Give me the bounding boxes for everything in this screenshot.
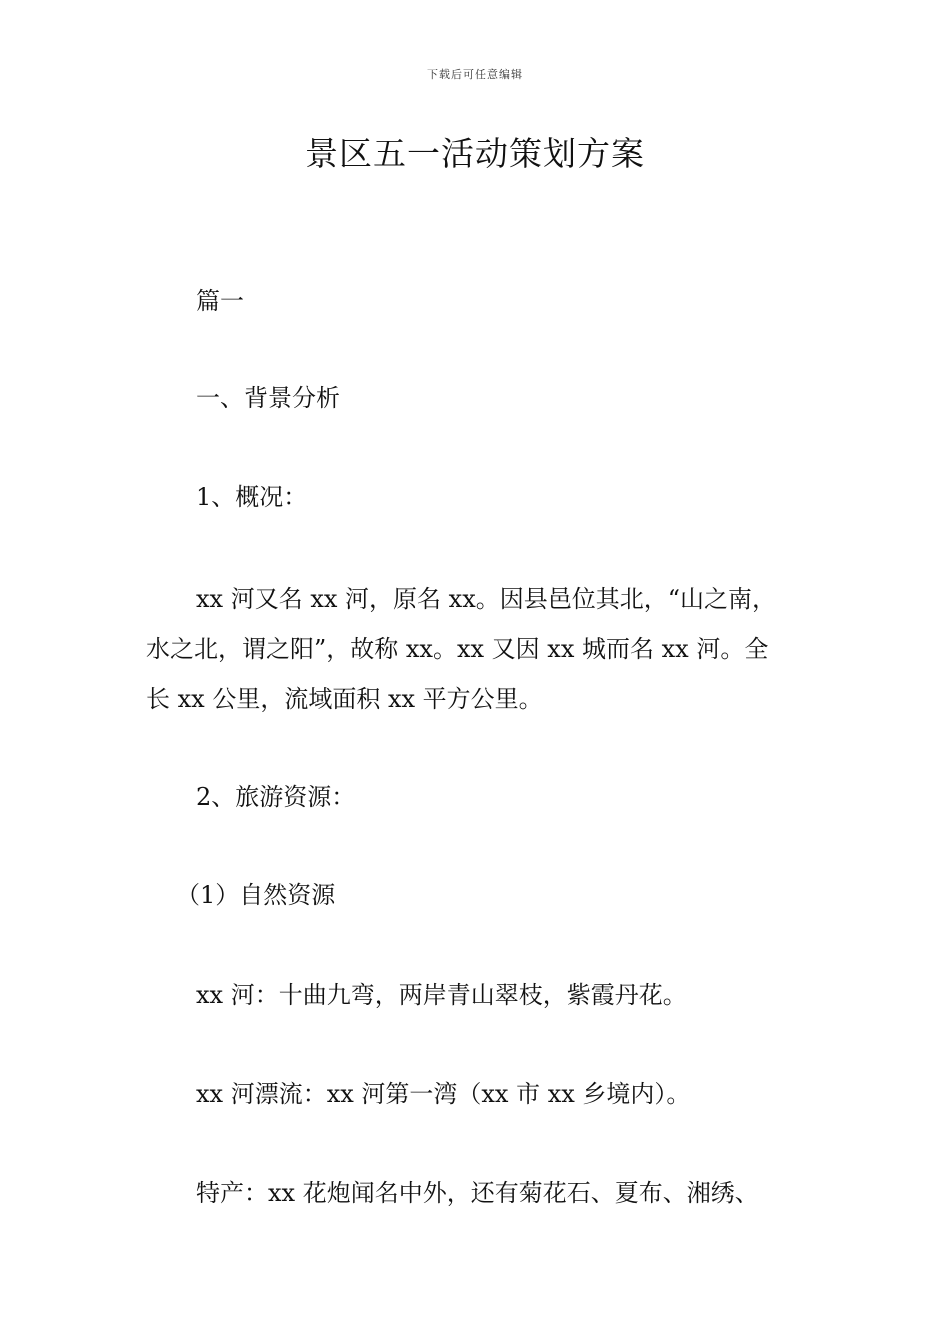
header-note: 下载后可任意编辑	[427, 68, 523, 81]
item-rafting: xx 河漂流：xx 河第一湾（xx 市 xx 乡境内）。	[196, 1080, 691, 1108]
overview-line-3: 长 xx 公里，流域面积 xx 平方公里。	[146, 685, 543, 713]
item-river: xx 河：十曲九弯，两岸青山翠枝，紫霞丹花。	[196, 981, 687, 1009]
subheading-tourism-resources: 2、旅游资源：	[196, 783, 356, 811]
document-title: 景区五一活动策划方案	[305, 134, 645, 173]
item-specialty: 特产：xx 花炮闻名中外，还有菊花石、夏布、湘绣、	[196, 1179, 759, 1207]
subheading-overview: 1、概况：	[196, 483, 308, 511]
heading-background-analysis: 一、背景分析	[196, 384, 340, 412]
subheading-natural-resources: （1）自然资源	[176, 881, 336, 909]
overview-paragraph	[146, 574, 806, 724]
overview-line-2: 水之北，谓之阳”，故称 xx。xx 又因 xx 城而名 xx 河。全	[146, 635, 769, 663]
overview-line-1: xx 河又名 xx 河，原名 xx。因县邑位其北，“山之南，	[196, 585, 776, 613]
section-label: 篇一	[196, 287, 244, 315]
